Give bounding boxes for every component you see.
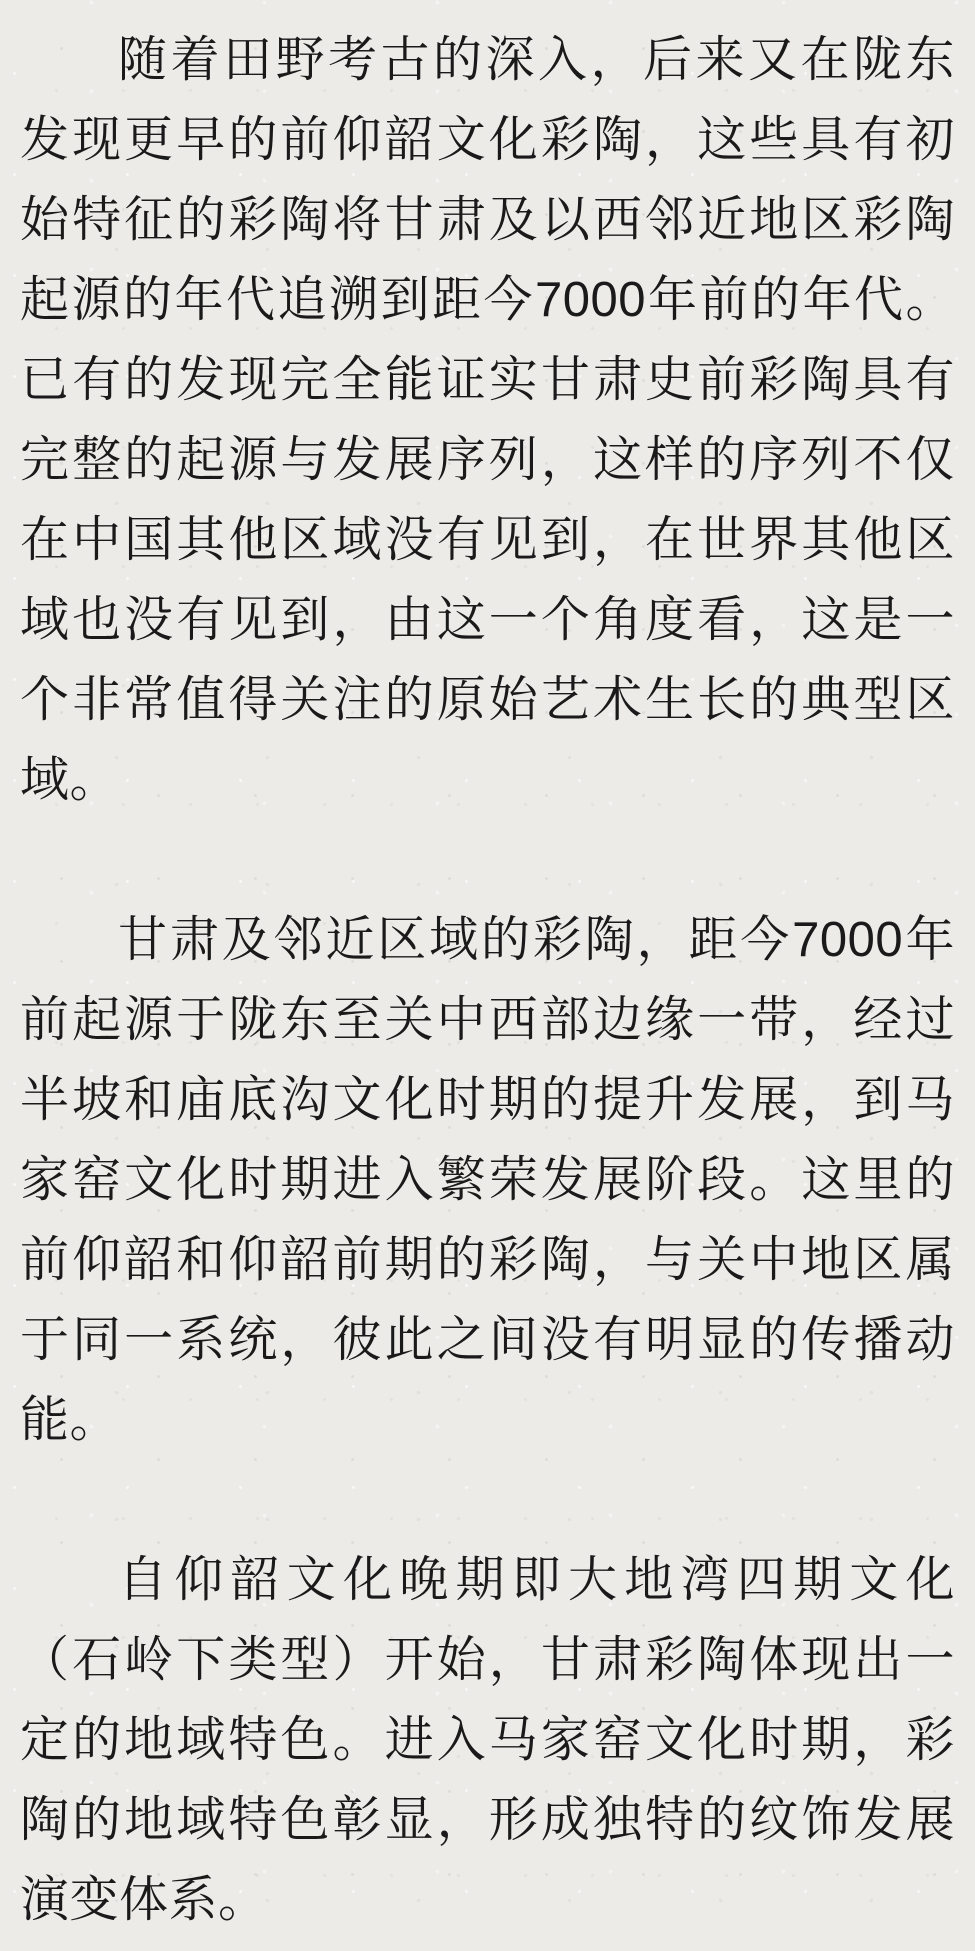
text-content [20,20,955,1940]
paragraph: 自仰韶文化晚期即大地湾四期文化（石岭下类型）开始，甘肃彩陶体现出一定的地域特色。进入马家窑文化时期，彩陶的地域特色彰显，形成独特的纹饰发展演变体系。 [20,1553,955,1927]
paragraph: 甘肃及邻近区域的彩陶，距今7000年前起源于陇东至关中西部边缘一带，经过半坡和庙底沟文化时期的提升发展，到马家窑文化时期进入繁荣发展阶段。这里的前仰韶和仰韶前期的彩陶，与关中地区属于同一系统，彼此之间没有明显的传播动能。 [20,913,955,1447]
paragraph: 随着田野考古的深入，后来又在陇东发现更早的前仰韶文化彩陶，这些具有初始特征的彩陶将甘肃及以西邻近地区彩陶起源的年代追溯到距今7000年前的年代。已有的发现完全能证实甘肃史前彩陶具有完整的起源与发展序列，这样的序列不仅在中国其他区域没有见到，在世界其他区域也没有见到，由这一个角度看，这是一个非常值得关注的原始艺术生长的典型区域。 [20,33,955,807]
